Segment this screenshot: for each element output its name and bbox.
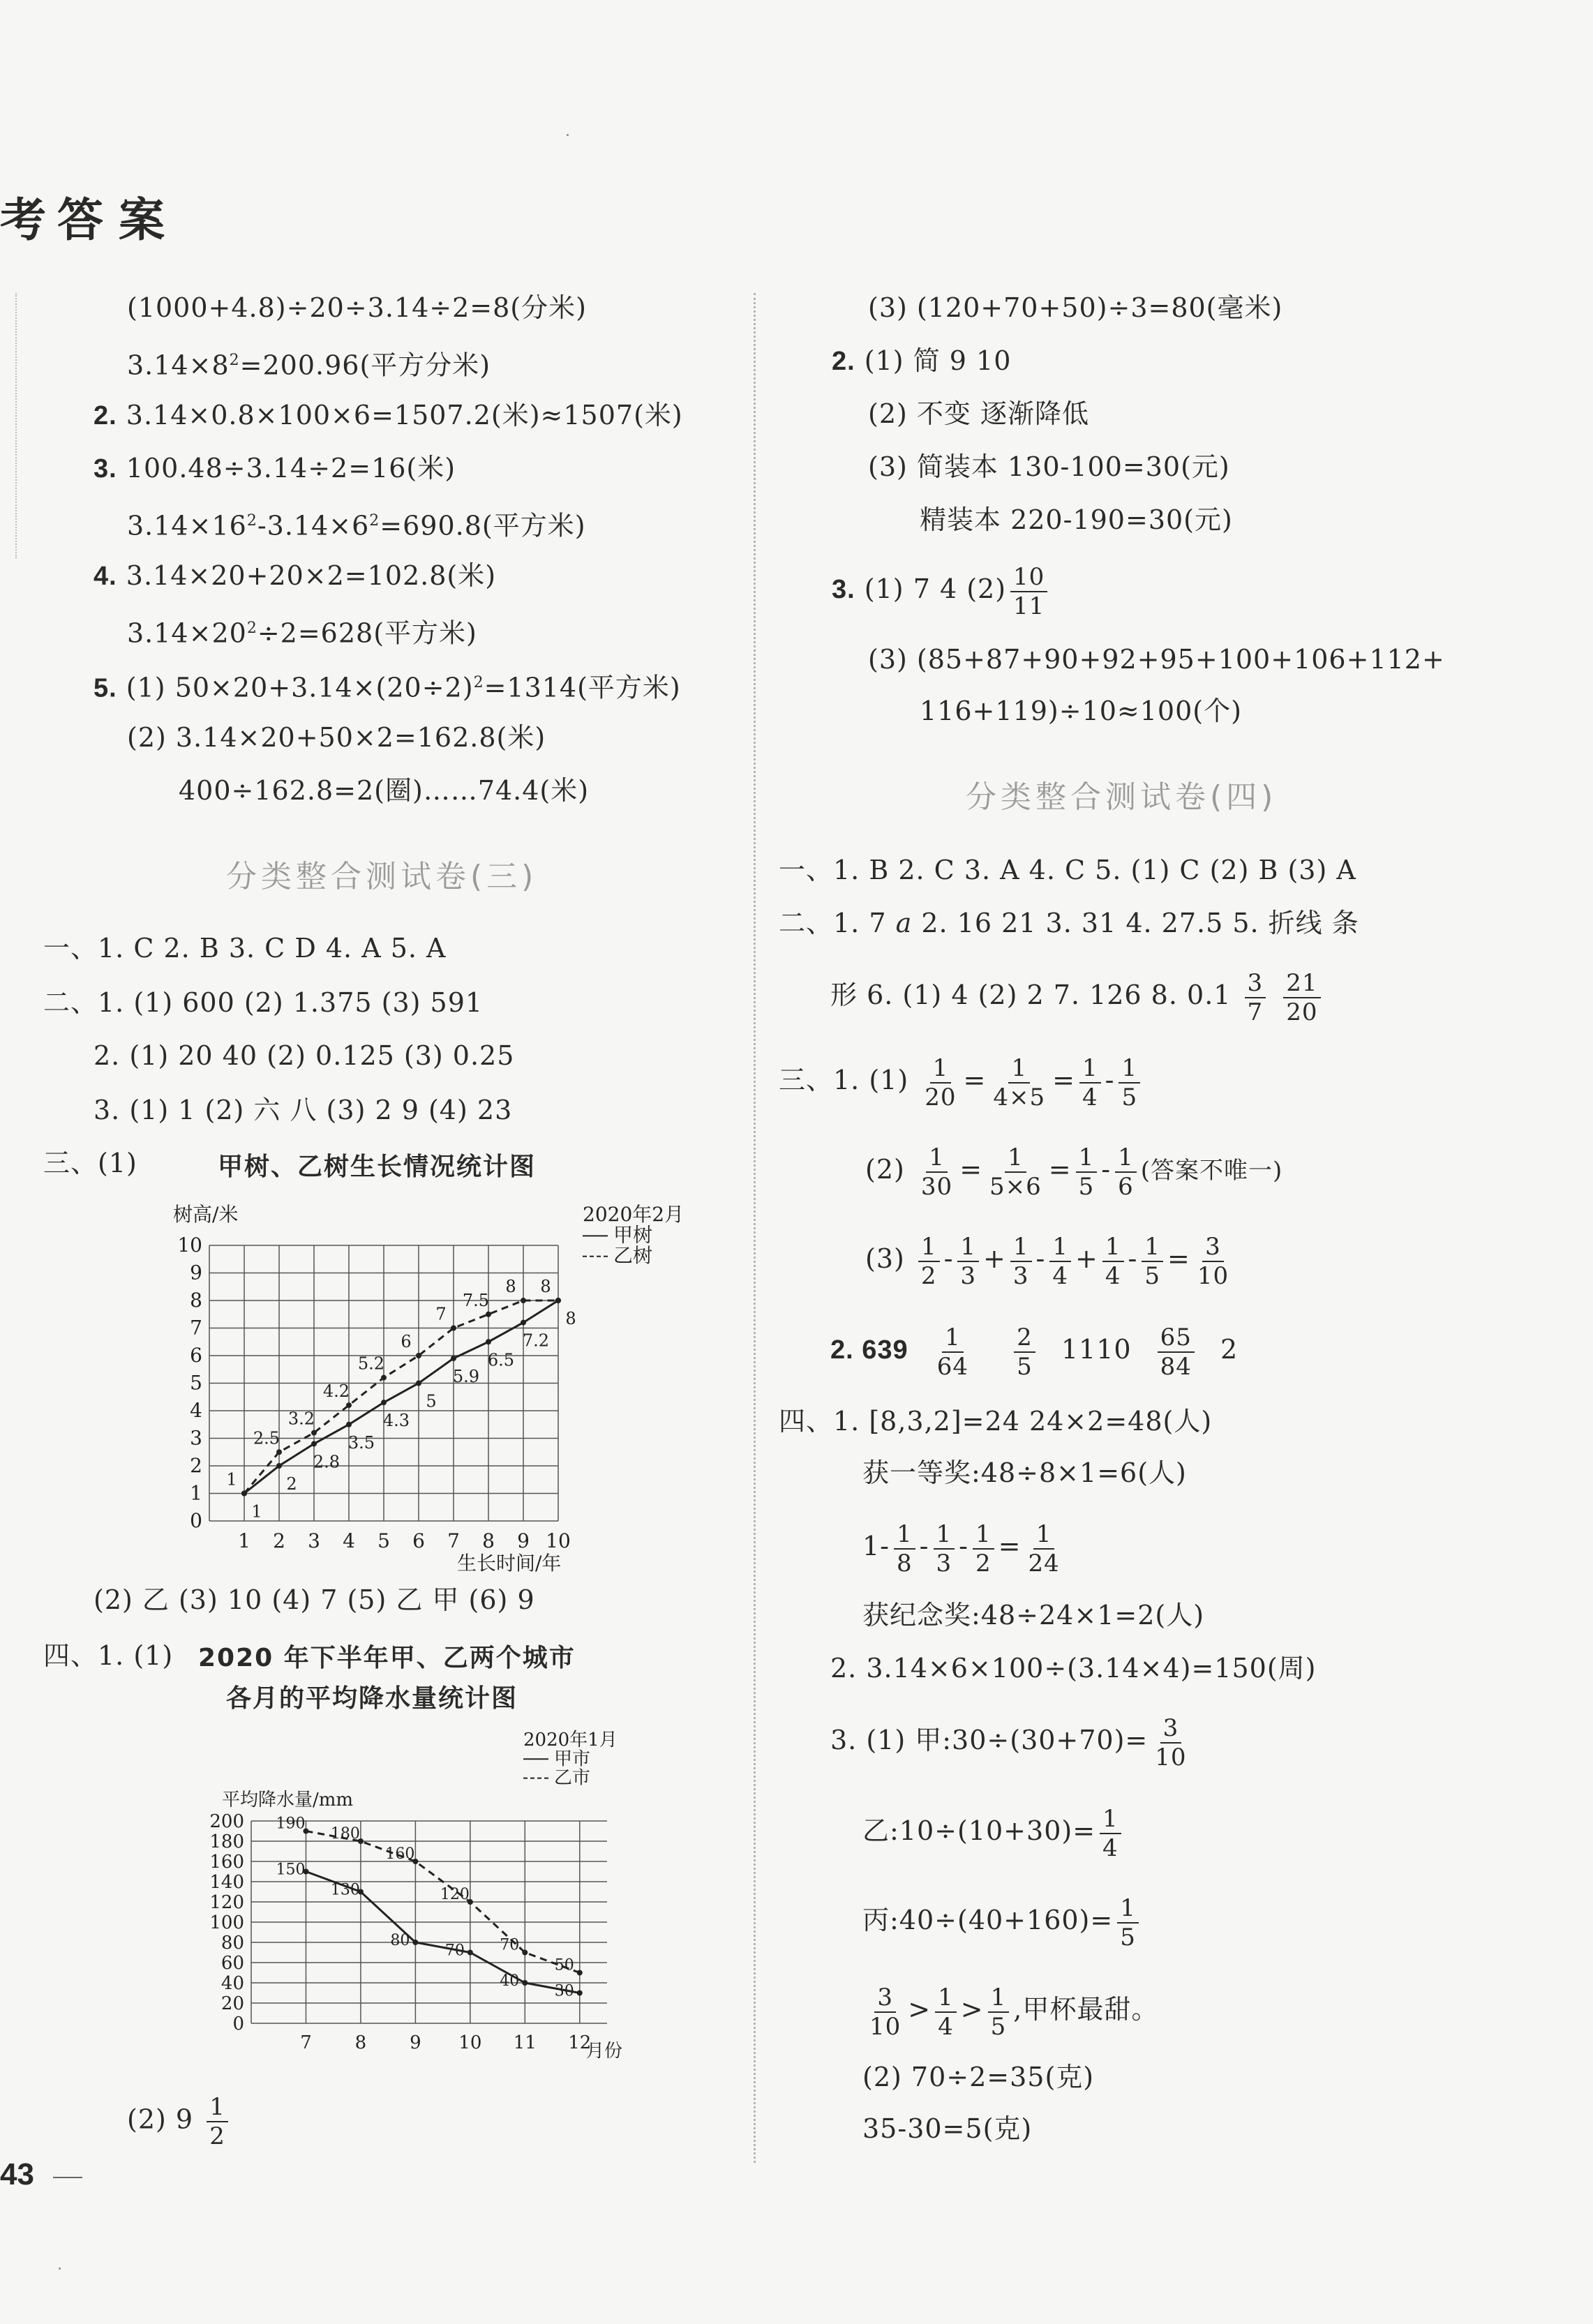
fraction <box>1158 1324 1195 1381</box>
data-point <box>486 1312 491 1317</box>
x-tick-label: 4 <box>343 1529 355 1552</box>
numerator: 1 <box>1008 1054 1030 1084</box>
answer-line <box>832 555 1052 623</box>
numerator: 1 <box>926 1144 948 1173</box>
page-number: 43 <box>0 2157 34 2191</box>
variable: a <box>895 908 913 938</box>
text: 2. 16 21 3. 31 4. 27.5 5. 折线 条 <box>921 908 1359 938</box>
x-tick-label: 8 <box>482 1529 495 1552</box>
denominator: 4 <box>1102 1834 1119 1862</box>
fraction <box>1102 1233 1124 1290</box>
denominator: 2 <box>209 2122 225 2150</box>
x-tick-label: 7 <box>300 2032 312 2053</box>
answer-line <box>94 398 683 433</box>
answer-line: (2) 乙 (3) 10 (4) 7 (5) 乙 甲 (6) 9 <box>94 1584 535 1615</box>
fraction <box>1079 1054 1101 1111</box>
answer-line <box>127 2093 232 2150</box>
chart-title: 各月的平均降水量统计图 <box>226 1684 518 1713</box>
answer-line <box>830 1707 1194 1774</box>
data-label: 160 <box>385 1845 415 1863</box>
text: 2 <box>1220 1334 1239 1365</box>
legend-label: 乙树 <box>613 1243 653 1267</box>
fraction <box>918 1144 955 1201</box>
denominator: 5 <box>990 2012 1007 2041</box>
x-tick-label: 10 <box>458 2032 482 2053</box>
data-label: 70 <box>444 1942 465 1960</box>
data-label: 70 <box>500 1936 520 1954</box>
answer-line <box>94 558 496 594</box>
answer-line: 35-30=5(克) <box>862 2113 1033 2144</box>
answer-line: 116+119)÷10≈100(个) <box>920 696 1242 726</box>
numerator: 10 <box>1010 563 1047 592</box>
data-label: 7.5 <box>462 1290 490 1310</box>
answer-line: 一、1. C 2. B 3. C D 4. A 5. A <box>43 933 447 964</box>
fraction <box>207 2093 228 2150</box>
answer-line: 三、(1) <box>43 1148 137 1178</box>
data-label: 6 <box>401 1332 412 1351</box>
data-point <box>468 1950 473 1956</box>
y-tick-label: 5 <box>190 1371 202 1395</box>
fraction <box>1142 1233 1163 1290</box>
numerator: 1 <box>1102 1233 1124 1262</box>
data-point <box>381 1375 387 1381</box>
data-point <box>412 1940 418 1945</box>
answer-line: 二、1. (1) 600 (2) 1.375 (3) 591 <box>43 987 484 1018</box>
data-point <box>311 1430 317 1436</box>
text: 1110 <box>1061 1334 1132 1365</box>
fraction <box>1076 1144 1098 1201</box>
numerator: 1 <box>1049 1233 1071 1262</box>
answer-line: 一、1. B 2. C 3. A 4. C 5. (1) C (2) B (3) A <box>779 855 1356 885</box>
data-point <box>521 1298 526 1303</box>
text: 3.14×8 <box>127 350 230 381</box>
fraction <box>934 1520 955 1577</box>
chart-title: 2020 年下半年甲、乙两个城市 <box>198 1644 576 1672</box>
x-tick-label: 7 <box>447 1529 460 1552</box>
numerator: 1 <box>1119 1054 1140 1084</box>
y-tick-label: 6 <box>190 1344 202 1367</box>
x-tick-label: 12 <box>568 2032 592 2053</box>
denominator: 5×6 <box>989 1172 1042 1201</box>
numerator: 1 <box>1100 1805 1121 1834</box>
fraction <box>1010 563 1047 620</box>
header-title: 答案 <box>57 193 180 247</box>
denominator: 5 <box>1078 1172 1095 1201</box>
data-label: 120 <box>440 1886 470 1903</box>
answer-line: $3.14\times 16^2-3.14\times 6^2=690.8$(平方米) <box>127 510 586 541</box>
answer-line: (2) $\frac{1}{30}$ = $\frac{1}{5\times 6}$ = $\frac{1}{5}$ - $\frac{1}{6}$ (答案不唯一) <box>865 1143 1283 1201</box>
chart-date: 2020年1月 <box>523 1730 618 1751</box>
data-point <box>346 1402 352 1408</box>
question-number: 2. <box>832 347 855 376</box>
data-label: 3.5 <box>347 1432 375 1453</box>
scan-dot <box>59 2267 61 2270</box>
fraction <box>1152 1714 1189 1771</box>
data-point <box>577 1970 583 1976</box>
tree-growth-chart <box>140 1186 712 1577</box>
fraction <box>1049 1233 1071 1290</box>
fraction <box>1119 1054 1140 1111</box>
y-tick-label: 10 <box>177 1234 202 1257</box>
data-label: 4.3 <box>382 1411 410 1431</box>
chart-title: 甲树、乙树生长情况统计图 <box>218 1153 537 1181</box>
x-tick-label: 9 <box>517 1529 530 1552</box>
numerator: 1 <box>1005 1144 1026 1173</box>
numerator: 21 <box>1283 969 1320 998</box>
fraction <box>922 1054 959 1111</box>
answer-line: 5. (1) $50\times 20+3.14\times(20\div 2)^2=1314$(平方米) <box>94 672 681 703</box>
question-number: 2. <box>94 401 117 430</box>
answer-line <box>862 1887 1143 1954</box>
data-label: 6.5 <box>487 1350 515 1370</box>
denominator: 3 <box>936 1549 952 1577</box>
data-label: 130 <box>330 1881 360 1899</box>
answer-line: 1- $\frac{1}{8}$ - $\frac{1}{3}$ - $\frac{1}{2}$ = $\frac{1}{24}$ <box>862 1513 1067 1580</box>
text: 3.14×20+20×2=102.8(米) <box>126 560 497 591</box>
y-tick-label: 0 <box>190 1509 202 1532</box>
data-label: 7.2 <box>522 1330 550 1351</box>
x-tick-label: 6 <box>412 1529 425 1552</box>
data-point <box>276 1449 282 1455</box>
answer-line: 精装本 220-190=30(元) <box>920 504 1233 535</box>
text: 二、1. 7 <box>779 908 887 938</box>
denominator: 11 <box>1013 592 1045 620</box>
denominator: 5 <box>1121 1083 1138 1111</box>
y-tick-label: 100 <box>209 1912 244 1933</box>
data-label: 180 <box>330 1825 360 1843</box>
numerator: 1 <box>930 1054 952 1084</box>
x-tick-label: 2 <box>273 1529 285 1552</box>
data-point <box>522 1950 528 1956</box>
data-point <box>555 1298 561 1303</box>
data-label: 7 <box>435 1304 447 1324</box>
data-label: 8 <box>565 1309 576 1328</box>
numerator: 1 <box>1076 1144 1098 1173</box>
section-title: 分类整合测试卷(三) <box>226 859 538 894</box>
data-label: 50 <box>554 1956 574 1974</box>
text: 3.14×0.8×100×6=1507.2(米)≈1507(米) <box>126 400 683 430</box>
denominator: 4 <box>1052 1261 1069 1290</box>
text: 3.14×20 <box>127 617 247 649</box>
numerator: 1 <box>934 1520 955 1550</box>
fraction <box>1010 1233 1032 1290</box>
text: (答案不唯一) <box>1140 1157 1283 1185</box>
data-point <box>486 1339 491 1344</box>
answer-line: 四、1. (1) <box>43 1640 174 1671</box>
answer-line: (3) (85+87+90+92+95+100+106+112+ <box>868 644 1445 675</box>
text: (1) 7 4 (2) <box>864 573 1007 604</box>
numerator: 65 <box>1158 1324 1195 1353</box>
text: (3) <box>865 1243 905 1274</box>
numerator: 1 <box>894 1520 915 1550</box>
numerator: 1 <box>207 2093 228 2122</box>
data-label: 1 <box>226 1469 237 1490</box>
denominator: 4 <box>1082 1083 1098 1111</box>
text: 100.48÷3.14÷2=16(米) <box>126 453 456 483</box>
answer-line: (2) 不变 逐渐降低 <box>868 398 1089 429</box>
data-point <box>381 1400 387 1405</box>
question-number: 3. <box>832 575 855 604</box>
denominator: 8 <box>897 1549 913 1577</box>
data-label: 8 <box>505 1277 516 1296</box>
answer-line: $3.14\times 20^2\div 2=628$(平方米) <box>127 617 477 649</box>
denominator: 10 <box>869 2012 902 2041</box>
text: ÷2=628(平方米) <box>257 617 477 649</box>
data-point <box>346 1422 352 1427</box>
data-label: 1 <box>251 1501 262 1522</box>
y-axis-label: 平均降水量/mm <box>222 1790 354 1811</box>
data-label: 150 <box>276 1861 306 1879</box>
x-tick-label: 1 <box>238 1529 250 1552</box>
question-number: 4. <box>94 562 117 591</box>
denominator: 4 <box>1105 1261 1121 1290</box>
x-tick-label: 11 <box>513 2032 537 2053</box>
fraction <box>1025 1520 1062 1577</box>
answer-line: 3. (1) 1 (2) 六 八 (3) 2 9 (4) 23 <box>94 1095 513 1125</box>
fraction <box>990 1054 1048 1111</box>
answer-line <box>94 451 456 486</box>
x-axis-label: 生长时间/年 <box>457 1552 562 1575</box>
data-point <box>241 1491 247 1497</box>
y-axis-label: 树高/米 <box>173 1203 239 1226</box>
text: (1) 简 9 10 <box>864 345 1012 376</box>
data-label: 8 <box>540 1277 551 1296</box>
y-tick-label: 0 <box>232 2014 244 2034</box>
fraction <box>935 1984 957 2041</box>
column-divider <box>754 293 756 2163</box>
y-tick-label: 1 <box>190 1481 202 1505</box>
answer-line: (3) (120+70+50)÷3=80(毫米) <box>868 292 1283 323</box>
y-tick-label: 140 <box>209 1872 244 1893</box>
numerator: 3 <box>1245 969 1266 998</box>
fraction <box>1115 1144 1137 1201</box>
numerator: 1 <box>1033 1520 1055 1550</box>
data-point <box>451 1356 456 1361</box>
data-point <box>416 1381 421 1386</box>
section-title: 分类整合测试卷(四) <box>966 779 1278 815</box>
x-tick-label: 9 <box>410 2032 421 2053</box>
answer-line <box>830 961 1325 1028</box>
left-margin-line <box>15 293 17 558</box>
question-number: 5. <box>94 673 117 703</box>
data-point <box>276 1463 282 1469</box>
fraction <box>973 1520 994 1577</box>
denominator: 10 <box>1197 1261 1229 1290</box>
text: (1) 50×20+3.14×(20÷2) <box>126 672 474 703</box>
data-point <box>521 1320 526 1326</box>
fraction <box>1195 1233 1232 1290</box>
answer-line <box>779 906 1359 940</box>
text: 形 6. (1) 4 (2) 2 7. 126 8. 0.1 <box>830 980 1232 1010</box>
denominator: 5 <box>1120 1923 1136 1951</box>
denominator: 5 <box>1144 1261 1160 1290</box>
series-line <box>244 1300 558 1494</box>
answer-line: 400÷162.8=2(圈)……74.4(米) <box>179 775 590 806</box>
text: =690.8(平方米) <box>380 510 586 541</box>
data-label: 2.8 <box>313 1452 341 1472</box>
y-tick-label: 2 <box>190 1454 202 1477</box>
numerator: 2 <box>1014 1324 1035 1353</box>
denominator: 7 <box>1247 998 1264 1026</box>
numerator: 3 <box>874 1984 896 2013</box>
data-label: 3.2 <box>287 1409 315 1429</box>
text: =1314(平方米) <box>484 672 681 703</box>
answer-line: 获纪念奖:48÷24×1=2(人) <box>862 1600 1205 1630</box>
data-label: 190 <box>276 1815 306 1833</box>
numerator: 1 <box>1117 1894 1139 1924</box>
y-tick-label: 8 <box>190 1289 202 1312</box>
text: 三、1. (1) <box>779 1065 909 1095</box>
denominator: 84 <box>1160 1352 1192 1381</box>
denominator: 20 <box>1286 998 1318 1026</box>
text: 丙:40÷(40+160)= <box>862 1905 1114 1935</box>
denominator: 5 <box>1017 1352 1033 1381</box>
y-tick-label: 120 <box>209 1892 244 1913</box>
text: ,甲杯最甜。 <box>1013 1994 1159 2025</box>
numerator: 1 <box>1115 1144 1137 1173</box>
answer-line: (3) 简装本 130-100=30(元) <box>868 451 1230 482</box>
fraction <box>988 1984 1010 2041</box>
denominator: 30 <box>920 1172 953 1201</box>
data-label: 30 <box>554 1982 574 2000</box>
answer-line: (2) 3.14×20+50×2=162.8(米) <box>127 722 546 753</box>
data-point <box>311 1441 317 1446</box>
numerator: 1 <box>1010 1233 1032 1262</box>
numerator: 1 <box>988 1984 1010 2013</box>
fraction <box>867 1984 904 2041</box>
answer-line <box>832 343 1011 379</box>
fraction <box>1283 969 1320 1026</box>
numerator: 1 <box>942 1324 964 1353</box>
denominator: 6 <box>1118 1172 1134 1201</box>
text: -3.14×6 <box>257 510 370 541</box>
numerator: 3 <box>1202 1233 1224 1262</box>
text: (2) 9 <box>127 2104 194 2135</box>
y-tick-label: 7 <box>190 1316 202 1340</box>
x-tick-label: 3 <box>308 1529 320 1552</box>
answer-line: 三、1. (1) $\frac{1}{20}$ = $\frac{1}{4\times 5}$ = $\frac{1}{4}$ - $\frac{1}{5}$ <box>779 1047 1144 1114</box>
y-tick-label: 60 <box>220 1953 244 1974</box>
y-tick-label: 200 <box>209 1811 244 1832</box>
answer-line: (2) 70÷2=35(克) <box>862 2062 1095 2092</box>
data-label: 4.2 <box>322 1381 350 1402</box>
y-tick-label: 4 <box>190 1399 202 1422</box>
data-label: 5.9 <box>452 1366 480 1386</box>
x-tick-label: 8 <box>354 2032 367 2053</box>
chart-date: 2020年2月 <box>583 1203 685 1226</box>
y-tick-label: 40 <box>220 1973 244 1994</box>
data-label: 5.2 <box>357 1354 385 1374</box>
numerator: 1 <box>1142 1233 1163 1262</box>
data-label: 80 <box>390 1932 410 1949</box>
y-tick-label: 160 <box>209 1852 244 1873</box>
answer-line: $3.14\times 8^2=200.96$(平方分米) <box>127 350 491 381</box>
denominator: 4×5 <box>993 1083 1046 1111</box>
answer-line: 2. (1) 20 40 (2) 0.125 (3) 0.25 <box>94 1040 515 1071</box>
fraction <box>1117 1894 1139 1951</box>
x-tick-label: 10 <box>546 1529 571 1552</box>
page-number-rule <box>53 2177 82 2178</box>
numerator: 3 <box>1160 1714 1182 1744</box>
data-label: 2 <box>286 1474 297 1494</box>
data-label: 5 <box>426 1391 437 1411</box>
numerator: 1 <box>935 1984 957 2013</box>
x-tick-label: 5 <box>377 1529 390 1552</box>
answer-line <box>862 1797 1125 1864</box>
text: 3.14×16 <box>127 510 247 541</box>
denominator: 24 <box>1028 1549 1060 1577</box>
data-point <box>522 1980 528 1986</box>
header-title-fragment: 考 <box>0 193 46 247</box>
answer-line: 四、1. [8,3,2]=24 24×2=48(人) <box>779 1406 1213 1437</box>
data-point <box>416 1353 421 1358</box>
denominator: 20 <box>925 1083 957 1111</box>
text: =200.96(平方分米) <box>239 350 491 381</box>
answer-line <box>830 1316 1238 1384</box>
y-tick-label: 180 <box>209 1831 244 1852</box>
x-axis-label: 月份 <box>586 2041 623 2062</box>
data-label: 40 <box>500 1972 520 1990</box>
data-point <box>451 1326 456 1331</box>
denominator: 4 <box>938 2012 954 2041</box>
fraction <box>1100 1805 1121 1862</box>
text: (2) <box>865 1154 905 1185</box>
y-tick-label: 80 <box>220 1933 244 1954</box>
fraction <box>987 1144 1045 1201</box>
fraction <box>1014 1324 1035 1381</box>
text: 2. 639 <box>830 1335 908 1365</box>
answer-line: 2. 3.14×6×100÷(3.14×4)=150(周) <box>830 1653 1317 1684</box>
rainfall-chart <box>195 1723 698 2065</box>
scan-dot <box>567 134 569 136</box>
answer-line: 获一等奖:48÷8×1=6(人) <box>862 1457 1187 1488</box>
numerator: 1 <box>1079 1054 1101 1084</box>
legend-label: 甲市 <box>554 1748 591 1770</box>
numerator: 1 <box>973 1520 994 1550</box>
fraction <box>1245 969 1266 1026</box>
data-label: 2.5 <box>253 1428 281 1448</box>
answer-line: (1000+4.8)÷20÷3.14÷2=8(分米) <box>127 292 587 323</box>
denominator: 10 <box>1155 1743 1187 1771</box>
text: 乙:10÷(10+30)= <box>862 1815 1096 1846</box>
fraction <box>894 1520 915 1577</box>
y-tick-label: 3 <box>190 1426 202 1450</box>
legend-label: 甲树 <box>613 1223 653 1247</box>
question-number: 3. <box>94 454 117 483</box>
fraction <box>934 1324 971 1381</box>
denominator: 64 <box>936 1352 969 1381</box>
legend-label: 乙市 <box>554 1767 591 1789</box>
denominator: 2 <box>975 1549 992 1577</box>
fraction <box>957 1233 979 1290</box>
text: 3. (1) 甲:30÷(30+70)= <box>830 1725 1149 1755</box>
y-tick-label: 20 <box>220 1993 244 2014</box>
answer-line: $\frac{3}{10}$ > $\frac{1}{4}$ > $\frac{1}{5}$ ,甲杯最甜。 <box>862 1976 1158 2043</box>
denominator: 2 <box>920 1261 937 1290</box>
denominator: 3 <box>1012 1261 1029 1290</box>
numerator: 1 <box>957 1233 979 1262</box>
denominator: 3 <box>960 1261 977 1290</box>
numerator: 1 <box>918 1233 940 1262</box>
answer-line: (3) $\frac{1}{2}$ - $\frac{1}{3}$ + $\frac{1}{3}$ - $\frac{1}{4}$ + $\frac{1}{4}$ - $\frac{1}{5}$ = $\frac{3}{10}$ <box>865 1225 1236 1292</box>
y-tick-label: 9 <box>190 1261 202 1284</box>
fraction <box>918 1233 940 1290</box>
data-point <box>577 1991 583 1996</box>
